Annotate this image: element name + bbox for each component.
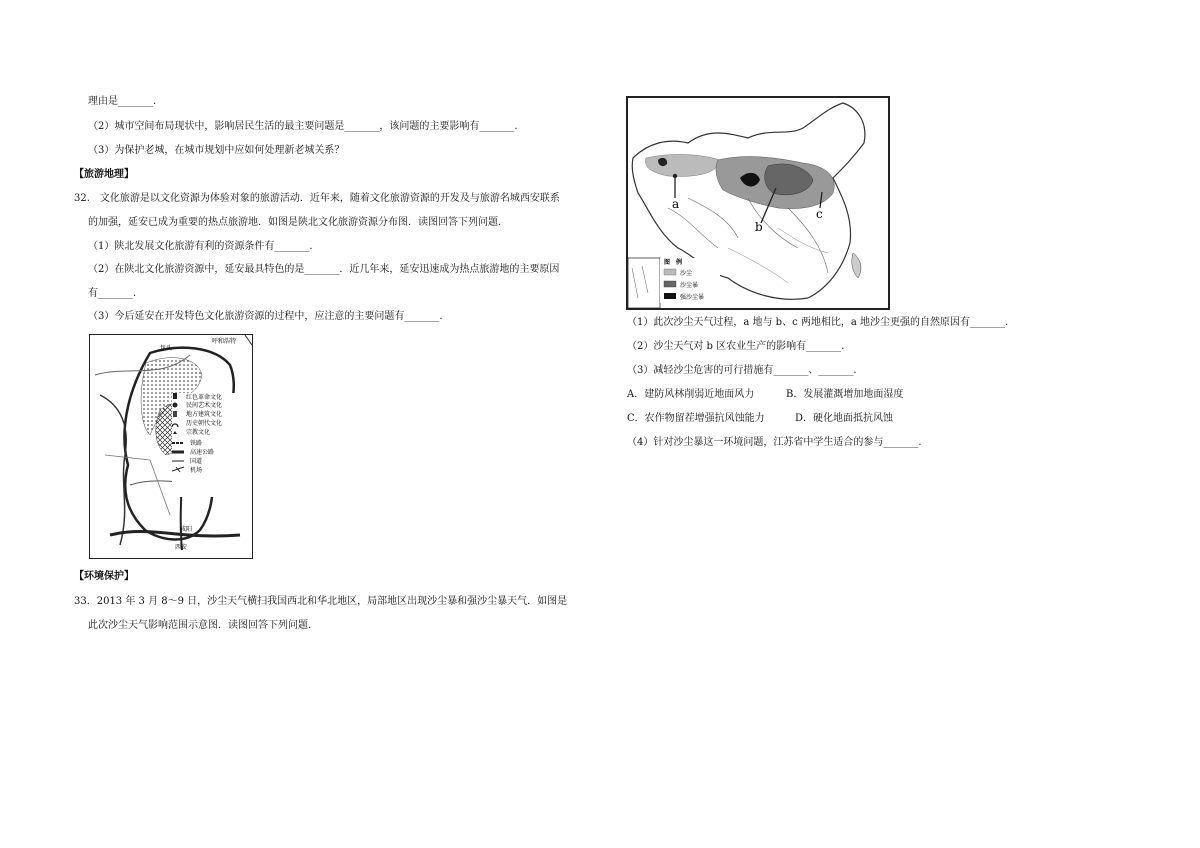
legend-title: 图 例 [664,259,683,266]
q31-part3: （3）为保护老城，在城市规划中应如何处理新老城关系？ [88,145,345,156]
q33-part4: （4）针对沙尘暴这一环境问题，江苏省中学生适合的参与_______. [627,437,922,448]
map-label-a: a [672,197,680,211]
q32-part2a: （2）在陕北文化旅游资源中，延安最具特色的是_______．近几年来，延安迅速成为热点旅游地的主要原因 [88,264,560,275]
place-label-top: 包头 [160,345,173,352]
option-c: C．农作物留茬增强抗风蚀能力 [627,413,765,424]
legend-local-architecture: 地方建筑文化 [186,411,223,418]
place-label-top2: 呼和浩特 [212,338,237,345]
q33-part3: （3）减轻沙尘危害的可行措施有_______、_______. [627,365,857,376]
q33-part2: （2）沙尘天气对 b 区农业生产的影响有_______. [627,341,845,352]
place-label-bottom1: 咸阳 [180,526,193,533]
legend-national-road: 国道 [190,458,203,465]
legend-religion: 宗教文化 [186,429,211,436]
section-travel-geography: 【旅游地理】 [74,169,134,180]
q31-reason-line: 理由是_______. [88,96,157,107]
option-d: D．硬化地面抵抗风蚀 [795,413,894,424]
q32-stem-a: 32. 文化旅游是以文化资源为体验对象的旅游活动．近年来，随着文化旅游资源的开发及与旅游名城西安联系 [74,193,560,204]
q33-part1: （1）此次沙尘天气过程，a 地与 b、c 两地相比，a 地沙尘更强的自然原因有_______. [627,317,1009,328]
legend-folk-art: 民间艺术文化 [186,402,223,409]
q32-part3: （3）今后延安在开发特色文化旅游资源的过程中，应注意的主要问题有_______. [88,311,443,322]
legend-red-culture: 红色革命文化 [186,394,223,401]
q33-stem-b: 此次沙尘天气影响范围示意图．读图回答下列问题． [88,620,318,631]
legend-historic-dynasty: 历史朝代文化 [186,420,223,427]
option-b: B．发展灌溉增加地面湿度 [786,389,904,400]
q31-part2: （2）城市空间布局现状中，影响居民生活的最主要问题是_______，该问题的主要影响有_______. [88,121,518,132]
legend-strong-dust-storm: 强沙尘暴 [680,294,705,301]
q32-stem-b: 的加强，延安已成为重要的热点旅游地．如图是陕北文化旅游资源分布图．读图回答下列问题． [88,217,508,228]
q33-stem-a: 33．2013 年 3 月 8～9 日，沙尘天气横扫我国西北和华北地区，局部地区出现沙尘暴和强沙尘暴天气．如图是 [74,596,568,607]
place-label-bottom2: 西安 [175,544,188,551]
map-label-b: b [755,220,763,234]
legend-expressway: 高速公路 [190,449,215,456]
option-a: A．建防风林削弱近地面风力 [627,389,755,400]
q32-part1: （1）陕北发展文化旅游有利的资源条件有_______. [88,241,313,252]
legend-dust-storm: 沙尘暴 [680,282,699,289]
map-label-c: c [816,207,823,221]
shaanbei-legend [172,393,252,497]
china-map-legend [660,258,720,303]
legend-airport: 机场 [190,467,203,474]
q32-part2b: 有_______. [88,288,137,299]
legend-railway: 铁路 [190,440,203,447]
legend-dust: 沙尘 [680,270,693,277]
section-environment: 【环境保护】 [74,571,134,582]
